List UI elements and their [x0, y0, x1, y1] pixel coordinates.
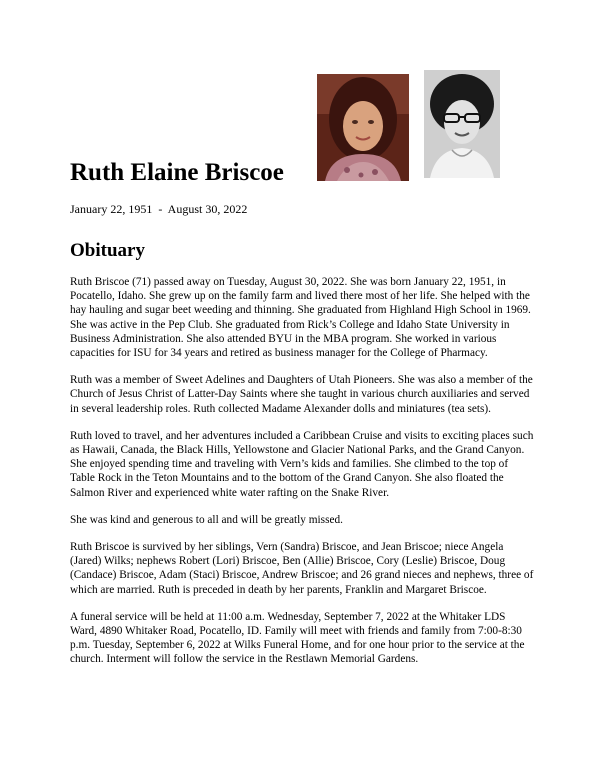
black-and-white-portrait-photo	[424, 70, 500, 178]
obituary-body	[70, 275, 535, 680]
obituary-paragraph: A funeral service will be held at 11:00 a.m. Wednesday, September 7, 2022 at the Whitaker LDS Ward, 4890 Whitaker Road, Pocatello, ID. Family will meet with friends and family from 7:00-8:30 p.m. Tuesday, September 6, 2022 at Wilks Funeral Home, and for one hour prior to the service at the church. Interment will follow the service in the Restlawn Memorial Gardens.	[70, 610, 525, 666]
life-dates: January 22, 1951 - August 30, 2022	[70, 202, 248, 216]
obituary-heading: Obituary	[70, 240, 145, 261]
obituary-paragraph: She was kind and generous to all and will be greatly missed.	[70, 513, 343, 526]
deceased-name: Ruth Elaine Briscoe	[70, 159, 284, 186]
obituary-paragraph: Ruth was a member of Sweet Adelines and Daughters of Utah Pioneers. She was also a member of the Church of Jesus Christ of Latter-Day Saints where she taught in various church auxiliaries and served in several leadership roles. Ruth collected Madame Alexander dolls and miniatures (tea sets).	[70, 374, 533, 415]
obituary-paragraph: Ruth loved to travel, and her adventures included a Caribbean Cruise and visits to exciting places such as Hawaii, Canada, the Black Hills, Yellowstone and Glacier National Parks, and the Grand Canyon. She enjoyed spending time and traveling with Vern’s kids and families. She climbed to the top of Table Rock in the Teton Mountains and to the bottom of the Grand Canyon. She also floated the Salmon River and experienced white water rafting on the Snake River.	[70, 429, 534, 499]
obituary-paragraph: Ruth Briscoe is survived by her siblings, Vern (Sandra) Briscoe, and Jean Briscoe; niece Angela (Jared) Wilks; nephews Robert (Lori) Briscoe, Ben (Allie) Briscoe, Cory (Leslie) Briscoe, Doug (Candace) Briscoe, Adam (Staci) Briscoe, Andrew Briscoe; and 26 grand nieces and nephews, three of which are married. Ruth is preceded in death by her parents, Franklin and Margaret Briscoe.	[70, 541, 534, 596]
color-portrait-photo	[317, 74, 409, 181]
obituary-paragraph: Ruth Briscoe (71) passed away on Tuesday, August 30, 2022. She was born January 22, 1951, in Pocatello, Idaho. She grew up on the family farm and lived there most of her life. She helped with the hay hauling and sugar beet weeding and thinning. She graduated from Highland High School in 1969. She was active in the Pep Club. She graduated from Rick’s College and Idaho State University in Business Administration. She also attended BYU in the MBA program. She worked in various capacities for ISU for 34 years and retired as business manager for the College of Pharmacy.	[70, 276, 531, 360]
